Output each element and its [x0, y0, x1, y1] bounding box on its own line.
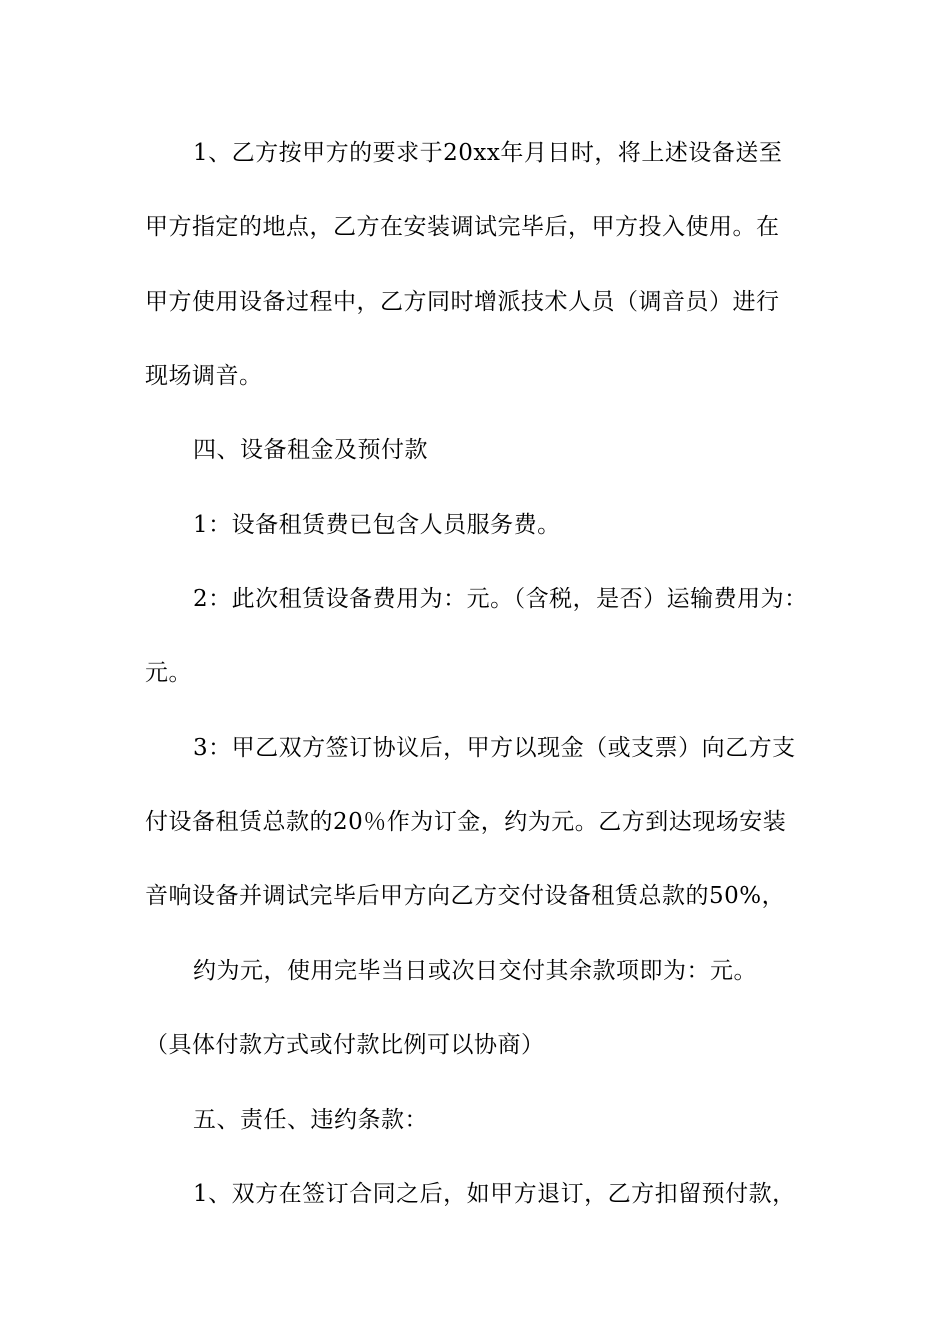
clause-4-3-line-1: 3：甲乙双方签订协议后，甲方以现金（或支票）向乙方支 [193, 735, 796, 761]
paragraph-1-line-3: 甲方使用设备过程中，乙方同时增派技术人员（调音员）进行 [145, 289, 780, 315]
clause-4-3-line-4: 约为元，使用完毕当日或次日交付其余款项即为：元。 [193, 958, 757, 984]
clause-4-1: 1：设备租赁费已包含人员服务费。 [193, 512, 561, 538]
clause-4-3-line-2: 付设备租赁总款的20％作为订金，约为元。乙方到达现场安装 [145, 809, 787, 835]
payment-note: （具体付款方式或付款比例可以协商） [145, 1032, 545, 1058]
paragraph-1-line-4: 现场调音。 [145, 363, 263, 389]
paragraph-1-line-1: 1、乙方按甲方的要求于20xx年月日时，将上述设备送至 [193, 140, 783, 166]
clause-4-2-line-2: 元。 [145, 660, 192, 686]
section-heading-4: 四、设备租金及预付款 [193, 437, 428, 463]
paragraph-1-line-2: 甲方指定的地点，乙方在安装调试完毕后，甲方投入使用。在 [145, 214, 780, 240]
clause-4-3-line-3: 音响设备并调试完毕后甲方向乙方交付设备租赁总款的50%， [145, 883, 786, 909]
section-heading-5: 五、责任、违约条款： [193, 1107, 428, 1133]
clause-4-2-line-1: 2：此次租赁设备费用为：元。（含税，是否）运输费用为： [193, 586, 808, 612]
clause-5-1-line-1: 1、双方在签订合同之后，如甲方退订，乙方扣留预付款， [193, 1181, 796, 1207]
